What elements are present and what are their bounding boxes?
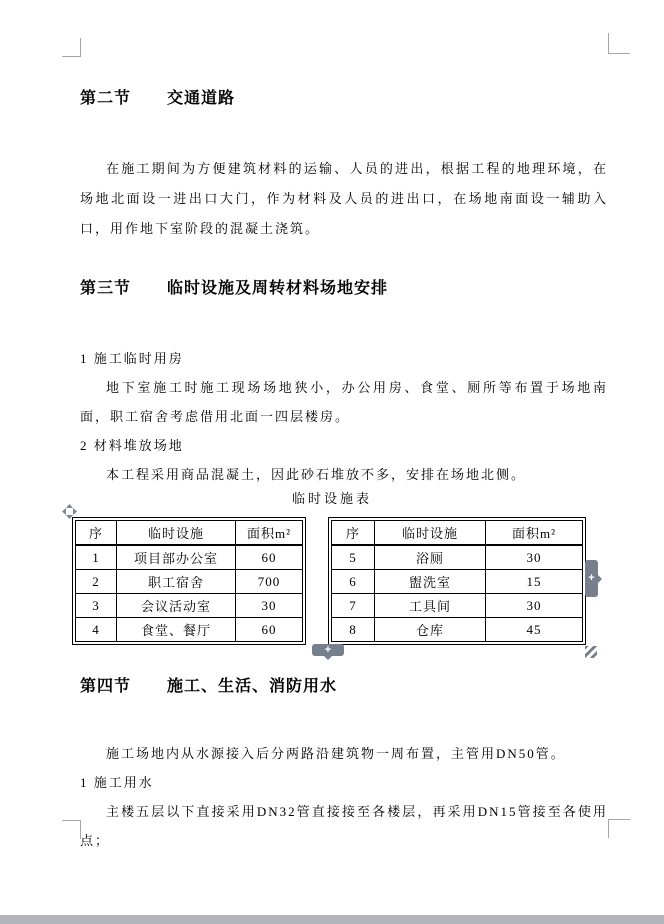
table-cell: 3: [76, 594, 117, 618]
section-4-label: 第四节: [80, 678, 132, 695]
table-cell: 项目部办公室: [117, 545, 236, 570]
page-bottom-edge: [0, 915, 664, 924]
section-2-heading: [80, 88, 608, 110]
add-column-button[interactable]: [585, 560, 598, 597]
table-caption: 临时设施表: [291, 491, 372, 506]
list-item-paragraph: 主楼五层以下直接采用DN32管直接接至各楼层，再采用DN15管接至各使用点；: [80, 804, 608, 848]
table-move-icon: [62, 504, 77, 519]
section-3-label: 第三节: [80, 280, 132, 297]
table-cell: 浴厕: [375, 545, 486, 570]
column-header-area: 面积m²: [236, 521, 303, 546]
column-header-facility: 临时设施: [375, 521, 486, 546]
table-row: [332, 618, 583, 642]
table-cell: 60: [236, 545, 303, 570]
table-cell: 45: [486, 618, 583, 642]
table-row: [76, 594, 303, 618]
margin-crop-mark-bottom-right: [608, 819, 630, 838]
section-3-heading: [80, 278, 608, 300]
list-item-paragraph: 地下室施工时施工现场场地狭小，办公用房、食堂、厕所等布置于场地南面，职工宿舍考虑借用北面一四层楼房。: [80, 380, 608, 424]
table-row: [332, 570, 583, 594]
list-item-heading: 1 施工临时用房: [80, 351, 184, 366]
table-row: [332, 545, 583, 570]
facilities-table-right: [328, 517, 586, 645]
table-cell: 职工宿舍: [117, 570, 236, 594]
section-2-paragraph: 在施工期间为方便建筑材料的运输、人员的进出，根据工程的地理环境，在场地北面设一进出口大门，作为材料及人员的进出口，在场地南面设一辅助入口，用作地下室阶段的混凝土浇筑。: [80, 161, 608, 236]
column-header-seq: 序: [332, 521, 375, 546]
section-2-title: 交通道路: [167, 90, 236, 107]
document-content: [80, 0, 608, 855]
table-row: [332, 594, 583, 618]
column-header-seq: 序: [76, 521, 117, 546]
section-4-body: [80, 739, 608, 855]
table-cell: 4: [76, 618, 117, 642]
column-header-facility: 临时设施: [117, 521, 236, 546]
section-4-heading: [80, 676, 608, 698]
section-3-body: [80, 344, 608, 489]
table-row: [76, 618, 303, 642]
list-item-paragraph: 本工程采用商品混凝土，因此砂石堆放不多，安排在场地北侧。: [106, 467, 527, 482]
margin-crop-mark-top-left: [62, 38, 81, 57]
table-cell: 8: [332, 618, 375, 642]
list-item-heading: 1 施工用水: [80, 775, 154, 790]
table-cell: 会议活动室: [117, 594, 236, 618]
table-cell: 2: [76, 570, 117, 594]
table-header-row: [332, 521, 583, 546]
table-cell: 700: [236, 570, 303, 594]
section-4-intro: 施工场地内从水源接入后分两路沿建筑物一周布置，主管用DN50管。: [106, 746, 566, 761]
section-4-title: 施工、生活、消防用水: [167, 678, 338, 695]
section-2-label: 第二节: [80, 90, 132, 107]
plus-icon: +: [324, 643, 332, 656]
margin-crop-mark-top-right: [608, 33, 630, 54]
table-resize-handle[interactable]: [585, 646, 597, 658]
table-cell: 30: [486, 594, 583, 618]
facilities-table-left: [72, 517, 306, 645]
table-cell: 60: [236, 618, 303, 642]
table-cell: 30: [486, 545, 583, 570]
table-cell: 15: [486, 570, 583, 594]
table-cell: 30: [236, 594, 303, 618]
table-row: [76, 545, 303, 570]
table-cell: 1: [76, 545, 117, 570]
table-cell: 工具间: [375, 594, 486, 618]
section-3-title: 临时设施及周转材料场地安排: [167, 280, 389, 297]
plus-icon: +: [588, 572, 595, 584]
facilities-tables: [72, 517, 608, 645]
margin-crop-mark-bottom-left: [62, 820, 81, 839]
column-header-area: 面积m²: [486, 521, 583, 546]
add-row-button[interactable]: [312, 644, 344, 656]
table-cell: 7: [332, 594, 375, 618]
table-cell: 食堂、餐厅: [117, 618, 236, 642]
table-header-row: [76, 521, 303, 546]
table-cell: 6: [332, 570, 375, 594]
table-cell: 仓库: [375, 618, 486, 642]
table-move-handle[interactable]: [62, 504, 77, 519]
table-cell: 盥洗室: [375, 570, 486, 594]
table-cell: 5: [332, 545, 375, 570]
list-item-heading: 2 材料堆放场地: [80, 438, 184, 453]
table-row: [76, 570, 303, 594]
